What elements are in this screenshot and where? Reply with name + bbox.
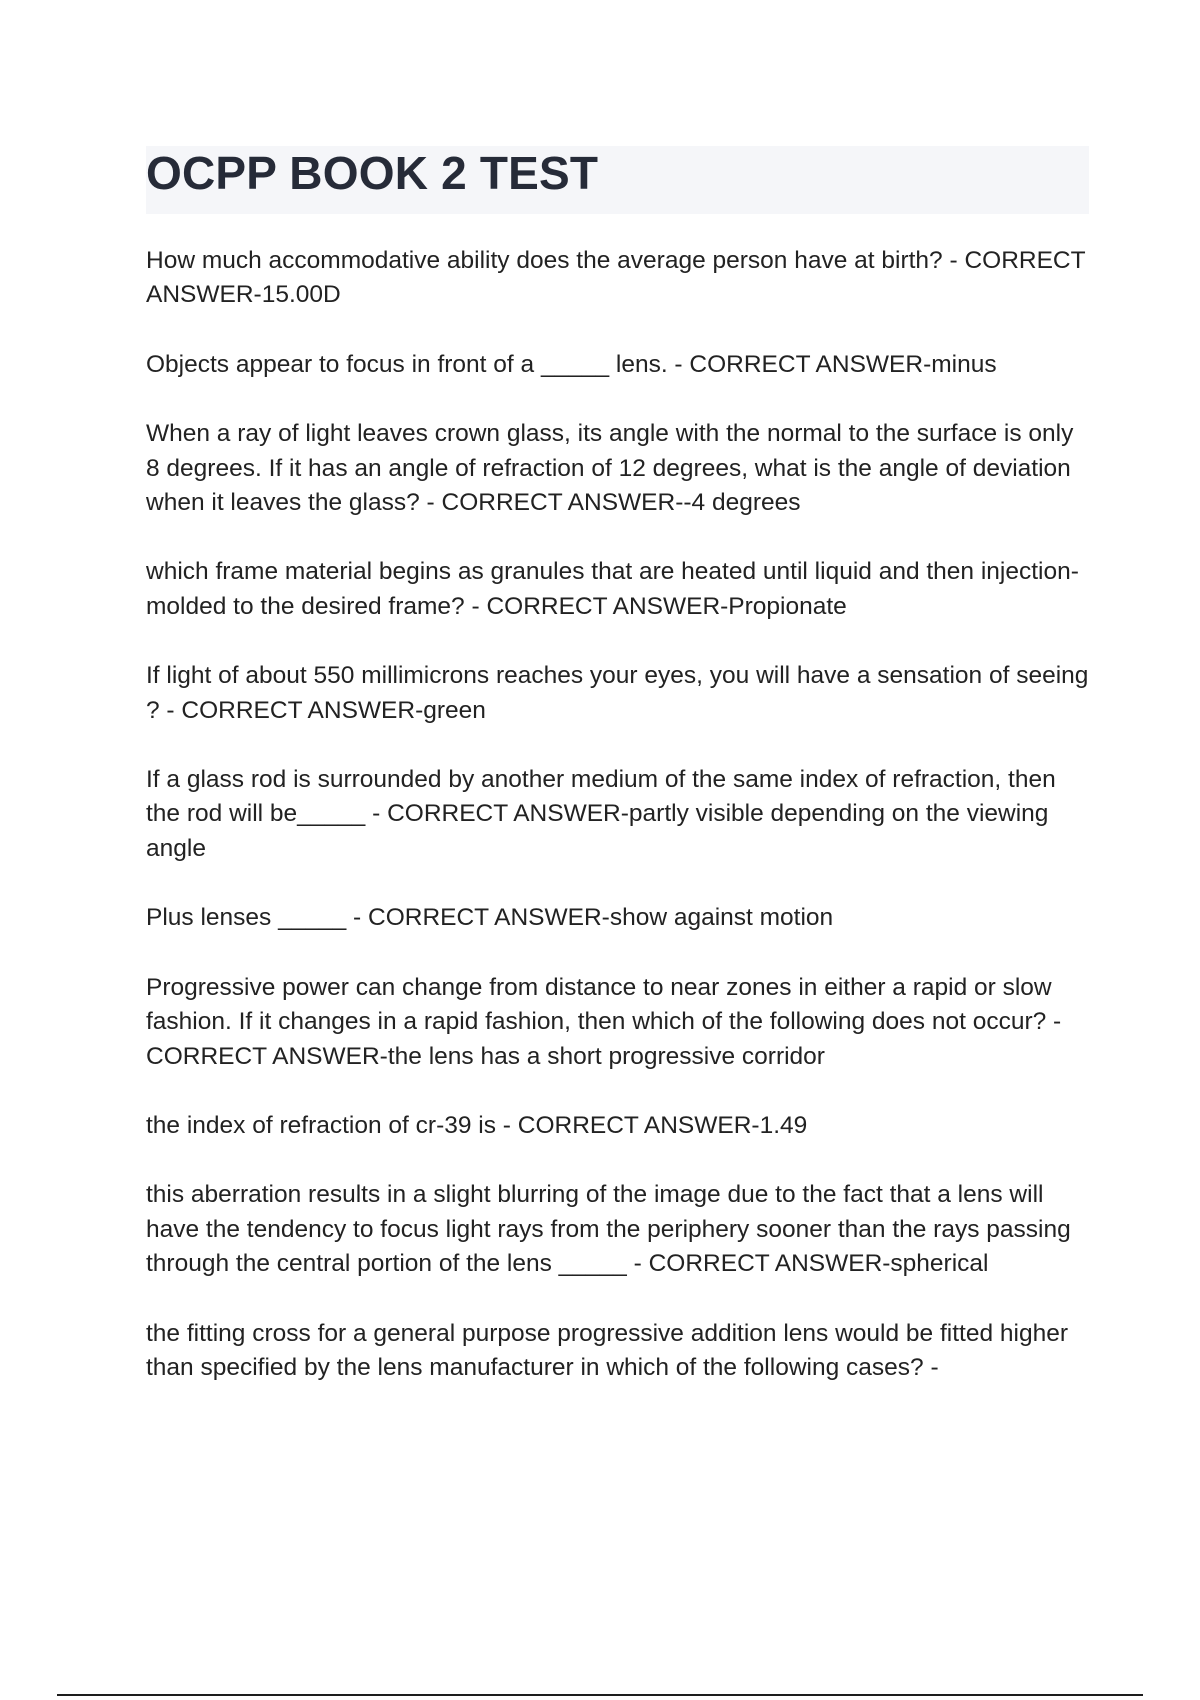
question-item: the index of refraction of cr-39 is - CORRECT ANSWER-1.49 xyxy=(146,1111,808,1139)
question-item: If a glass rod is surrounded by another medium of the same index of refraction, then the rod will be_____ - CORRECT ANSWER-partly visible depending on the viewing angle xyxy=(146,766,1056,862)
question-item: this aberration results in a slight blurring of the image due to the fact that a lens will have the tendency to focus light rays from the periphery sooner than the rays passing through the central portion of the lens _____ - CORRECT ANSWER-spherical xyxy=(146,1181,1071,1278)
question-item: How much accommodative ability does the average person have at birth? - CORRECT ANSWER-15.00D xyxy=(146,247,1086,309)
question-list xyxy=(146,244,1091,1420)
question-item: Progressive power can change from distance to near zones in either a rapid or slow fashion. If it changes in a rapid fashion, then which of the following does not occur? - CORRECT ANSWER-the lens has a short progressive corridor xyxy=(146,973,1062,1070)
page-bottom-divider xyxy=(57,1694,1143,1696)
question-item: When a ray of light leaves crown glass, its angle with the normal to the surface is only 8 degrees. If it has an angle of refraction of 12 degrees, what is the angle of deviation when it leaves the glass? - CORRECT ANSWER--4 degrees xyxy=(146,420,1074,517)
question-item: Objects appear to focus in front of a _____ lens. - CORRECT ANSWER-minus xyxy=(146,350,997,378)
question-item: Plus lenses _____ - CORRECT ANSWER-show against motion xyxy=(146,904,834,932)
question-item: which frame material begins as granules that are heated until liquid and then injection-molded to the desired frame? - CORRECT ANSWER-Propionate xyxy=(146,558,1079,620)
question-item: If light of about 550 millimicrons reaches your eyes, you will have a sensation of seeing ? - CORRECT ANSWER-green xyxy=(146,662,1089,724)
question-item: the fitting cross for a general purpose progressive addition lens would be fitted higher than specified by the lens manufacturer in which of the following cases? - xyxy=(146,1319,1069,1381)
document-title: OCPP BOOK 2 TEST xyxy=(146,147,599,199)
